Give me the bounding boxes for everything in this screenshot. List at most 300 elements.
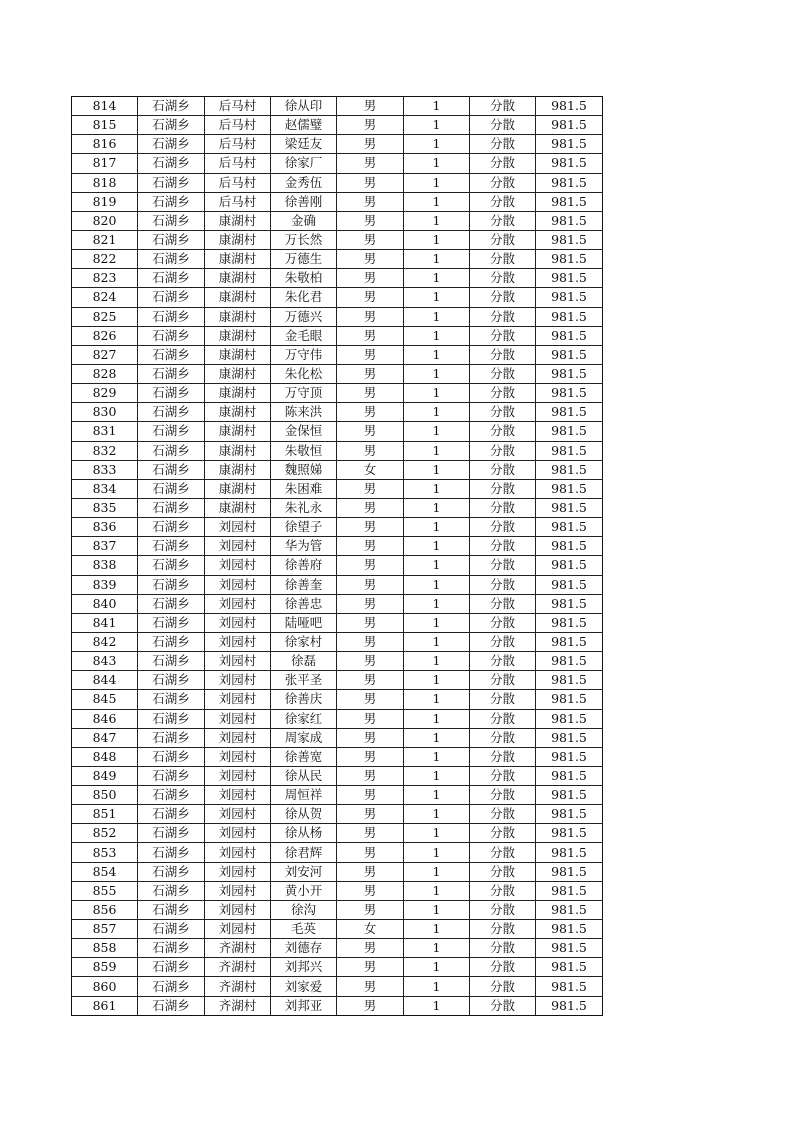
cell-township[interactable] bbox=[138, 881, 205, 900]
cell-person-name[interactable] bbox=[271, 192, 337, 211]
cell-count[interactable] bbox=[404, 230, 470, 249]
cell-serial-number[interactable] bbox=[72, 939, 138, 958]
cell-serial-number[interactable] bbox=[72, 479, 138, 498]
cell-village[interactable] bbox=[205, 556, 271, 575]
cell-serial-number[interactable] bbox=[72, 977, 138, 996]
cell-gender[interactable] bbox=[337, 116, 404, 135]
cell-count[interactable] bbox=[404, 958, 470, 977]
cell-amount[interactable] bbox=[536, 671, 603, 690]
cell-support-type[interactable] bbox=[470, 977, 536, 996]
cell-serial-number[interactable] bbox=[72, 441, 138, 460]
cell-count[interactable] bbox=[404, 345, 470, 364]
cell-support-type[interactable] bbox=[470, 345, 536, 364]
cell-support-type[interactable] bbox=[470, 307, 536, 326]
cell-amount[interactable] bbox=[536, 556, 603, 575]
cell-village[interactable] bbox=[205, 211, 271, 230]
cell-support-type[interactable] bbox=[470, 441, 536, 460]
cell-serial-number[interactable] bbox=[72, 403, 138, 422]
cell-support-type[interactable] bbox=[470, 613, 536, 632]
cell-gender[interactable] bbox=[337, 881, 404, 900]
cell-support-type[interactable] bbox=[470, 747, 536, 766]
cell-gender[interactable] bbox=[337, 384, 404, 403]
cell-support-type[interactable] bbox=[470, 288, 536, 307]
cell-amount[interactable] bbox=[536, 345, 603, 364]
cell-person-name[interactable] bbox=[271, 652, 337, 671]
cell-amount[interactable] bbox=[536, 709, 603, 728]
cell-village[interactable] bbox=[205, 996, 271, 1015]
cell-amount[interactable] bbox=[536, 460, 603, 479]
cell-township[interactable] bbox=[138, 288, 205, 307]
cell-amount[interactable] bbox=[536, 786, 603, 805]
cell-gender[interactable] bbox=[337, 250, 404, 269]
cell-gender[interactable] bbox=[337, 632, 404, 651]
cell-person-name[interactable] bbox=[271, 575, 337, 594]
cell-person-name[interactable] bbox=[271, 230, 337, 249]
cell-gender[interactable] bbox=[337, 364, 404, 383]
cell-township[interactable] bbox=[138, 766, 205, 785]
cell-gender[interactable] bbox=[337, 97, 404, 116]
cell-township[interactable] bbox=[138, 728, 205, 747]
cell-township[interactable] bbox=[138, 326, 205, 345]
cell-count[interactable] bbox=[404, 786, 470, 805]
cell-gender[interactable] bbox=[337, 269, 404, 288]
cell-village[interactable] bbox=[205, 498, 271, 517]
cell-serial-number[interactable] bbox=[72, 843, 138, 862]
cell-village[interactable] bbox=[205, 192, 271, 211]
cell-village[interactable] bbox=[205, 786, 271, 805]
cell-count[interactable] bbox=[404, 843, 470, 862]
cell-serial-number[interactable] bbox=[72, 652, 138, 671]
cell-village[interactable] bbox=[205, 766, 271, 785]
cell-township[interactable] bbox=[138, 384, 205, 403]
cell-gender[interactable] bbox=[337, 996, 404, 1015]
cell-support-type[interactable] bbox=[470, 211, 536, 230]
cell-gender[interactable] bbox=[337, 345, 404, 364]
cell-person-name[interactable] bbox=[271, 747, 337, 766]
cell-support-type[interactable] bbox=[470, 594, 536, 613]
cell-village[interactable] bbox=[205, 575, 271, 594]
cell-support-type[interactable] bbox=[470, 766, 536, 785]
cell-support-type[interactable] bbox=[470, 384, 536, 403]
cell-amount[interactable] bbox=[536, 116, 603, 135]
cell-gender[interactable] bbox=[337, 747, 404, 766]
cell-support-type[interactable] bbox=[470, 958, 536, 977]
cell-township[interactable] bbox=[138, 613, 205, 632]
cell-support-type[interactable] bbox=[470, 824, 536, 843]
cell-township[interactable] bbox=[138, 422, 205, 441]
cell-serial-number[interactable] bbox=[72, 900, 138, 919]
cell-village[interactable] bbox=[205, 728, 271, 747]
cell-serial-number[interactable] bbox=[72, 192, 138, 211]
cell-support-type[interactable] bbox=[470, 116, 536, 135]
cell-person-name[interactable] bbox=[271, 441, 337, 460]
cell-person-name[interactable] bbox=[271, 632, 337, 651]
cell-serial-number[interactable] bbox=[72, 805, 138, 824]
cell-count[interactable] bbox=[404, 900, 470, 919]
cell-person-name[interactable] bbox=[271, 766, 337, 785]
cell-amount[interactable] bbox=[536, 403, 603, 422]
cell-amount[interactable] bbox=[536, 766, 603, 785]
cell-count[interactable] bbox=[404, 939, 470, 958]
cell-village[interactable] bbox=[205, 441, 271, 460]
cell-village[interactable] bbox=[205, 403, 271, 422]
cell-gender[interactable] bbox=[337, 824, 404, 843]
cell-count[interactable] bbox=[404, 920, 470, 939]
cell-gender[interactable] bbox=[337, 786, 404, 805]
cell-amount[interactable] bbox=[536, 173, 603, 192]
cell-gender[interactable] bbox=[337, 977, 404, 996]
cell-serial-number[interactable] bbox=[72, 230, 138, 249]
cell-person-name[interactable] bbox=[271, 690, 337, 709]
cell-amount[interactable] bbox=[536, 632, 603, 651]
cell-serial-number[interactable] bbox=[72, 996, 138, 1015]
cell-serial-number[interactable] bbox=[72, 862, 138, 881]
cell-gender[interactable] bbox=[337, 307, 404, 326]
cell-amount[interactable] bbox=[536, 843, 603, 862]
cell-person-name[interactable] bbox=[271, 498, 337, 517]
cell-support-type[interactable] bbox=[470, 786, 536, 805]
cell-support-type[interactable] bbox=[470, 326, 536, 345]
cell-village[interactable] bbox=[205, 613, 271, 632]
cell-gender[interactable] bbox=[337, 556, 404, 575]
cell-person-name[interactable] bbox=[271, 307, 337, 326]
cell-person-name[interactable] bbox=[271, 345, 337, 364]
cell-person-name[interactable] bbox=[271, 211, 337, 230]
cell-village[interactable] bbox=[205, 709, 271, 728]
cell-support-type[interactable] bbox=[470, 173, 536, 192]
cell-serial-number[interactable] bbox=[72, 518, 138, 537]
cell-support-type[interactable] bbox=[470, 996, 536, 1015]
cell-support-type[interactable] bbox=[470, 690, 536, 709]
cell-gender[interactable] bbox=[337, 766, 404, 785]
cell-village[interactable] bbox=[205, 288, 271, 307]
cell-village[interactable] bbox=[205, 690, 271, 709]
cell-village[interactable] bbox=[205, 958, 271, 977]
cell-person-name[interactable] bbox=[271, 384, 337, 403]
cell-person-name[interactable] bbox=[271, 326, 337, 345]
cell-serial-number[interactable] bbox=[72, 881, 138, 900]
cell-village[interactable] bbox=[205, 977, 271, 996]
cell-amount[interactable] bbox=[536, 230, 603, 249]
cell-support-type[interactable] bbox=[470, 920, 536, 939]
cell-serial-number[interactable] bbox=[72, 594, 138, 613]
cell-person-name[interactable] bbox=[271, 269, 337, 288]
cell-amount[interactable] bbox=[536, 652, 603, 671]
cell-gender[interactable] bbox=[337, 498, 404, 517]
cell-serial-number[interactable] bbox=[72, 97, 138, 116]
cell-serial-number[interactable] bbox=[72, 384, 138, 403]
cell-serial-number[interactable] bbox=[72, 709, 138, 728]
cell-gender[interactable] bbox=[337, 843, 404, 862]
cell-person-name[interactable] bbox=[271, 556, 337, 575]
cell-count[interactable] bbox=[404, 154, 470, 173]
cell-village[interactable] bbox=[205, 479, 271, 498]
cell-village[interactable] bbox=[205, 364, 271, 383]
cell-village[interactable] bbox=[205, 747, 271, 766]
cell-township[interactable] bbox=[138, 250, 205, 269]
cell-person-name[interactable] bbox=[271, 479, 337, 498]
cell-amount[interactable] bbox=[536, 498, 603, 517]
cell-support-type[interactable] bbox=[470, 556, 536, 575]
cell-count[interactable] bbox=[404, 747, 470, 766]
cell-township[interactable] bbox=[138, 211, 205, 230]
cell-gender[interactable] bbox=[337, 460, 404, 479]
cell-township[interactable] bbox=[138, 594, 205, 613]
cell-village[interactable] bbox=[205, 920, 271, 939]
cell-count[interactable] bbox=[404, 632, 470, 651]
cell-person-name[interactable] bbox=[271, 594, 337, 613]
cell-person-name[interactable] bbox=[271, 900, 337, 919]
cell-amount[interactable] bbox=[536, 939, 603, 958]
cell-amount[interactable] bbox=[536, 479, 603, 498]
cell-gender[interactable] bbox=[337, 690, 404, 709]
cell-amount[interactable] bbox=[536, 613, 603, 632]
cell-village[interactable] bbox=[205, 345, 271, 364]
cell-count[interactable] bbox=[404, 862, 470, 881]
cell-person-name[interactable] bbox=[271, 939, 337, 958]
cell-village[interactable] bbox=[205, 460, 271, 479]
cell-amount[interactable] bbox=[536, 307, 603, 326]
cell-serial-number[interactable] bbox=[72, 460, 138, 479]
cell-amount[interactable] bbox=[536, 211, 603, 230]
cell-amount[interactable] bbox=[536, 747, 603, 766]
cell-gender[interactable] bbox=[337, 728, 404, 747]
cell-gender[interactable] bbox=[337, 862, 404, 881]
cell-support-type[interactable] bbox=[470, 805, 536, 824]
cell-amount[interactable] bbox=[536, 97, 603, 116]
cell-gender[interactable] bbox=[337, 192, 404, 211]
cell-gender[interactable] bbox=[337, 575, 404, 594]
cell-township[interactable] bbox=[138, 403, 205, 422]
cell-serial-number[interactable] bbox=[72, 498, 138, 517]
cell-amount[interactable] bbox=[536, 594, 603, 613]
cell-serial-number[interactable] bbox=[72, 728, 138, 747]
cell-township[interactable] bbox=[138, 173, 205, 192]
cell-amount[interactable] bbox=[536, 824, 603, 843]
cell-count[interactable] bbox=[404, 575, 470, 594]
cell-serial-number[interactable] bbox=[72, 690, 138, 709]
cell-township[interactable] bbox=[138, 364, 205, 383]
cell-village[interactable] bbox=[205, 594, 271, 613]
cell-gender[interactable] bbox=[337, 709, 404, 728]
cell-person-name[interactable] bbox=[271, 422, 337, 441]
cell-serial-number[interactable] bbox=[72, 250, 138, 269]
cell-person-name[interactable] bbox=[271, 173, 337, 192]
cell-gender[interactable] bbox=[337, 900, 404, 919]
cell-count[interactable] bbox=[404, 192, 470, 211]
cell-village[interactable] bbox=[205, 384, 271, 403]
cell-village[interactable] bbox=[205, 116, 271, 135]
cell-person-name[interactable] bbox=[271, 403, 337, 422]
cell-person-name[interactable] bbox=[271, 728, 337, 747]
cell-person-name[interactable] bbox=[271, 824, 337, 843]
cell-amount[interactable] bbox=[536, 977, 603, 996]
cell-village[interactable] bbox=[205, 135, 271, 154]
cell-serial-number[interactable] bbox=[72, 824, 138, 843]
cell-village[interactable] bbox=[205, 518, 271, 537]
cell-amount[interactable] bbox=[536, 728, 603, 747]
cell-count[interactable] bbox=[404, 498, 470, 517]
cell-support-type[interactable] bbox=[470, 575, 536, 594]
cell-village[interactable] bbox=[205, 632, 271, 651]
cell-serial-number[interactable] bbox=[72, 575, 138, 594]
cell-township[interactable] bbox=[138, 345, 205, 364]
cell-count[interactable] bbox=[404, 671, 470, 690]
cell-support-type[interactable] bbox=[470, 250, 536, 269]
cell-township[interactable] bbox=[138, 920, 205, 939]
cell-support-type[interactable] bbox=[470, 403, 536, 422]
cell-township[interactable] bbox=[138, 135, 205, 154]
cell-gender[interactable] bbox=[337, 441, 404, 460]
cell-support-type[interactable] bbox=[470, 537, 536, 556]
cell-gender[interactable] bbox=[337, 537, 404, 556]
cell-serial-number[interactable] bbox=[72, 786, 138, 805]
cell-person-name[interactable] bbox=[271, 135, 337, 154]
cell-township[interactable] bbox=[138, 537, 205, 556]
cell-person-name[interactable] bbox=[271, 920, 337, 939]
cell-person-name[interactable] bbox=[271, 996, 337, 1015]
cell-amount[interactable] bbox=[536, 996, 603, 1015]
cell-township[interactable] bbox=[138, 97, 205, 116]
cell-township[interactable] bbox=[138, 824, 205, 843]
cell-person-name[interactable] bbox=[271, 671, 337, 690]
cell-count[interactable] bbox=[404, 173, 470, 192]
cell-township[interactable] bbox=[138, 192, 205, 211]
cell-gender[interactable] bbox=[337, 422, 404, 441]
cell-township[interactable] bbox=[138, 230, 205, 249]
cell-count[interactable] bbox=[404, 881, 470, 900]
cell-count[interactable] bbox=[404, 250, 470, 269]
cell-count[interactable] bbox=[404, 613, 470, 632]
cell-count[interactable] bbox=[404, 384, 470, 403]
cell-person-name[interactable] bbox=[271, 154, 337, 173]
cell-gender[interactable] bbox=[337, 958, 404, 977]
cell-gender[interactable] bbox=[337, 920, 404, 939]
cell-serial-number[interactable] bbox=[72, 173, 138, 192]
cell-township[interactable] bbox=[138, 747, 205, 766]
cell-count[interactable] bbox=[404, 690, 470, 709]
cell-village[interactable] bbox=[205, 824, 271, 843]
cell-township[interactable] bbox=[138, 460, 205, 479]
cell-count[interactable] bbox=[404, 116, 470, 135]
cell-count[interactable] bbox=[404, 364, 470, 383]
cell-village[interactable] bbox=[205, 843, 271, 862]
cell-village[interactable] bbox=[205, 173, 271, 192]
cell-gender[interactable] bbox=[337, 154, 404, 173]
cell-serial-number[interactable] bbox=[72, 211, 138, 230]
cell-count[interactable] bbox=[404, 403, 470, 422]
cell-count[interactable] bbox=[404, 97, 470, 116]
cell-township[interactable] bbox=[138, 900, 205, 919]
cell-village[interactable] bbox=[205, 326, 271, 345]
cell-person-name[interactable] bbox=[271, 518, 337, 537]
cell-village[interactable] bbox=[205, 881, 271, 900]
cell-village[interactable] bbox=[205, 900, 271, 919]
cell-amount[interactable] bbox=[536, 326, 603, 345]
cell-support-type[interactable] bbox=[470, 632, 536, 651]
cell-person-name[interactable] bbox=[271, 843, 337, 862]
cell-village[interactable] bbox=[205, 671, 271, 690]
cell-serial-number[interactable] bbox=[72, 766, 138, 785]
cell-serial-number[interactable] bbox=[72, 116, 138, 135]
cell-support-type[interactable] bbox=[470, 460, 536, 479]
cell-township[interactable] bbox=[138, 786, 205, 805]
cell-support-type[interactable] bbox=[470, 269, 536, 288]
cell-count[interactable] bbox=[404, 518, 470, 537]
cell-township[interactable] bbox=[138, 690, 205, 709]
cell-township[interactable] bbox=[138, 652, 205, 671]
cell-support-type[interactable] bbox=[470, 671, 536, 690]
cell-gender[interactable] bbox=[337, 479, 404, 498]
cell-township[interactable] bbox=[138, 441, 205, 460]
cell-village[interactable] bbox=[205, 97, 271, 116]
cell-township[interactable] bbox=[138, 154, 205, 173]
cell-township[interactable] bbox=[138, 479, 205, 498]
cell-count[interactable] bbox=[404, 977, 470, 996]
cell-person-name[interactable] bbox=[271, 250, 337, 269]
cell-person-name[interactable] bbox=[271, 709, 337, 728]
cell-gender[interactable] bbox=[337, 594, 404, 613]
cell-township[interactable] bbox=[138, 498, 205, 517]
cell-support-type[interactable] bbox=[470, 230, 536, 249]
cell-amount[interactable] bbox=[536, 690, 603, 709]
cell-serial-number[interactable] bbox=[72, 632, 138, 651]
cell-serial-number[interactable] bbox=[72, 288, 138, 307]
cell-amount[interactable] bbox=[536, 192, 603, 211]
cell-gender[interactable] bbox=[337, 173, 404, 192]
cell-person-name[interactable] bbox=[271, 364, 337, 383]
cell-amount[interactable] bbox=[536, 575, 603, 594]
cell-amount[interactable] bbox=[536, 920, 603, 939]
cell-gender[interactable] bbox=[337, 135, 404, 154]
cell-amount[interactable] bbox=[536, 862, 603, 881]
cell-village[interactable] bbox=[205, 250, 271, 269]
cell-count[interactable] bbox=[404, 269, 470, 288]
cell-township[interactable] bbox=[138, 977, 205, 996]
cell-count[interactable] bbox=[404, 766, 470, 785]
cell-township[interactable] bbox=[138, 575, 205, 594]
cell-township[interactable] bbox=[138, 116, 205, 135]
cell-amount[interactable] bbox=[536, 518, 603, 537]
cell-support-type[interactable] bbox=[470, 135, 536, 154]
cell-serial-number[interactable] bbox=[72, 326, 138, 345]
cell-amount[interactable] bbox=[536, 250, 603, 269]
cell-count[interactable] bbox=[404, 728, 470, 747]
cell-count[interactable] bbox=[404, 537, 470, 556]
cell-count[interactable] bbox=[404, 326, 470, 345]
cell-support-type[interactable] bbox=[470, 900, 536, 919]
cell-support-type[interactable] bbox=[470, 709, 536, 728]
cell-count[interactable] bbox=[404, 996, 470, 1015]
cell-gender[interactable] bbox=[337, 403, 404, 422]
cell-township[interactable] bbox=[138, 843, 205, 862]
cell-amount[interactable] bbox=[536, 441, 603, 460]
cell-serial-number[interactable] bbox=[72, 747, 138, 766]
cell-support-type[interactable] bbox=[470, 518, 536, 537]
cell-support-type[interactable] bbox=[470, 939, 536, 958]
cell-count[interactable] bbox=[404, 441, 470, 460]
cell-support-type[interactable] bbox=[470, 728, 536, 747]
cell-serial-number[interactable] bbox=[72, 135, 138, 154]
cell-amount[interactable] bbox=[536, 958, 603, 977]
cell-support-type[interactable] bbox=[470, 154, 536, 173]
cell-serial-number[interactable] bbox=[72, 958, 138, 977]
cell-gender[interactable] bbox=[337, 805, 404, 824]
cell-support-type[interactable] bbox=[470, 192, 536, 211]
cell-serial-number[interactable] bbox=[72, 364, 138, 383]
cell-person-name[interactable] bbox=[271, 805, 337, 824]
cell-village[interactable] bbox=[205, 269, 271, 288]
